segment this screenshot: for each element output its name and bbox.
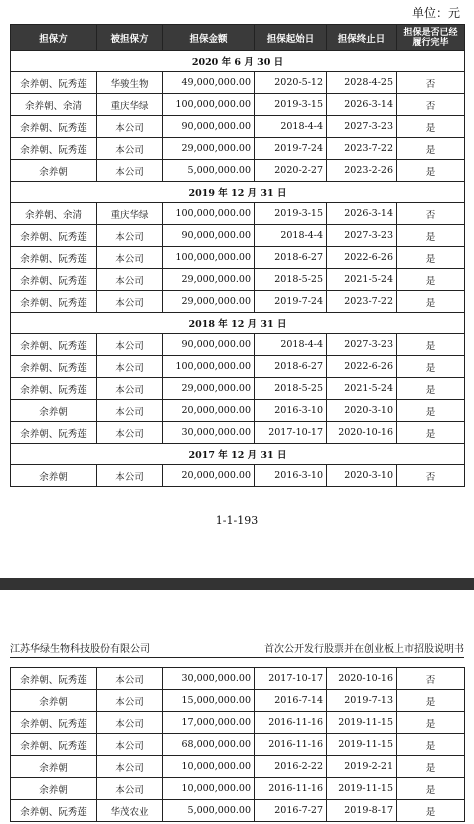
start-date-cell: 2016-3-10 [255,400,327,422]
fulfilled-cell: 是 [397,225,465,247]
end-date-cell: 2019-8-17 [327,800,397,822]
table-row [11,422,465,444]
section-title: 2020 年 6 月 30 日 [11,51,465,72]
fulfilled-cell: 是 [397,800,465,822]
amount-cell: 29,000,000.00 [163,378,255,400]
amount-cell: 100,000,000.00 [163,356,255,378]
col-fulfilled: 担保是否已经履行完毕 [397,25,465,51]
end-date-cell: 2019-11-15 [327,734,397,756]
table-row [11,756,465,778]
start-date-cell: 2018-5-25 [255,378,327,400]
guarantor-cell: 余养朝、阮秀莲 [11,668,97,690]
end-date-cell: 2027-3-23 [327,225,397,247]
guaranteed-cell: 本公司 [97,668,163,690]
guarantor-cell: 余养朝、阮秀莲 [11,734,97,756]
start-date-cell: 2019-3-15 [255,94,327,116]
company-name: 江苏华绿生物科技股份有限公司 [10,644,150,655]
amount-cell: 29,000,000.00 [163,269,255,291]
guarantor-cell: 余养朝 [11,400,97,422]
guarantor-cell: 余养朝 [11,756,97,778]
table-row [11,72,465,94]
fulfilled-cell: 是 [397,778,465,800]
fulfilled-cell: 是 [397,734,465,756]
fulfilled-cell: 是 [397,690,465,712]
end-date-cell: 2023-2-26 [327,160,397,182]
fulfilled-cell: 是 [397,247,465,269]
table-row [11,247,465,269]
end-date-cell: 2023-7-22 [327,291,397,313]
guarantee-table-continued [10,667,465,822]
guaranteed-cell: 本公司 [97,690,163,712]
end-date-cell: 2022-6-26 [327,356,397,378]
guaranteed-cell: 本公司 [97,116,163,138]
amount-cell: 30,000,000.00 [163,668,255,690]
guaranteed-cell: 本公司 [97,734,163,756]
guarantor-cell: 余养朝、阮秀莲 [11,291,97,313]
guaranteed-cell: 本公司 [97,422,163,444]
table-row [11,690,465,712]
col-amount: 担保金额 [163,25,255,51]
fulfilled-cell: 是 [397,422,465,444]
amount-cell: 100,000,000.00 [163,203,255,225]
fulfilled-cell: 是 [397,269,465,291]
guaranteed-cell: 本公司 [97,160,163,182]
table-row [11,800,465,822]
table-row [11,94,465,116]
section-header-row [11,182,465,203]
end-date-cell: 2023-7-22 [327,138,397,160]
guarantor-cell: 余养朝、阮秀莲 [11,334,97,356]
end-date-cell: 2028-4-25 [327,72,397,94]
end-date-cell: 2019-2-21 [327,756,397,778]
fulfilled-cell: 否 [397,465,465,487]
fulfilled-cell: 是 [397,334,465,356]
end-date-cell: 2020-3-10 [327,400,397,422]
table-row [11,138,465,160]
amount-cell: 90,000,000.00 [163,225,255,247]
amount-cell: 100,000,000.00 [163,247,255,269]
start-date-cell: 2017-10-17 [255,422,327,444]
page-number: 1-1-193 [215,514,259,527]
amount-cell: 29,000,000.00 [163,291,255,313]
guarantor-cell: 余养朝、阮秀莲 [11,72,97,94]
guarantor-cell: 余养朝、阮秀莲 [11,247,97,269]
fulfilled-cell: 否 [397,203,465,225]
end-date-cell: 2020-3-10 [327,465,397,487]
end-date-cell: 2027-3-23 [327,334,397,356]
end-date-cell: 2021-5-24 [327,378,397,400]
table-body [11,51,465,487]
guarantor-cell: 余养朝、阮秀莲 [11,356,97,378]
start-date-cell: 2018-6-27 [255,247,327,269]
start-date-cell: 2019-7-24 [255,138,327,160]
guaranteed-cell: 本公司 [97,778,163,800]
guarantor-cell: 余养朝、阮秀莲 [11,116,97,138]
guarantor-cell: 余养朝、阮秀莲 [11,378,97,400]
end-date-cell: 2026-3-14 [327,94,397,116]
table-row [11,356,465,378]
guaranteed-cell: 本公司 [97,400,163,422]
fulfilled-cell: 是 [397,160,465,182]
fulfilled-cell: 是 [397,291,465,313]
unit-label: 单位：元 [411,6,460,20]
table-row [11,712,465,734]
table-row [11,203,465,225]
amount-cell: 30,000,000.00 [163,422,255,444]
amount-cell: 10,000,000.00 [163,778,255,800]
end-date-cell: 2026-3-14 [327,203,397,225]
table-row [11,116,465,138]
section-header-row [11,51,465,72]
amount-cell: 100,000,000.00 [163,94,255,116]
start-date-cell: 2016-11-16 [255,712,327,734]
start-date-cell: 2016-2-22 [255,756,327,778]
end-date-cell: 2019-7-13 [327,690,397,712]
table-row [11,160,465,182]
fulfilled-cell: 是 [397,356,465,378]
guaranteed-cell: 本公司 [97,269,163,291]
start-date-cell: 2018-5-25 [255,269,327,291]
end-date-cell: 2020-10-16 [327,422,397,444]
section-title: 2019 年 12 月 31 日 [11,182,465,203]
table-body [11,668,465,822]
page-header [10,640,464,658]
start-date-cell: 2018-4-4 [255,116,327,138]
table-row [11,334,465,356]
amount-cell: 15,000,000.00 [163,690,255,712]
guaranteed-cell: 本公司 [97,756,163,778]
col-guaranteed: 被担保方 [97,25,163,51]
start-date-cell: 2016-3-10 [255,465,327,487]
table-row [11,465,465,487]
table-row [11,225,465,247]
amount-cell: 49,000,000.00 [163,72,255,94]
start-date-cell: 2019-7-24 [255,291,327,313]
amount-cell: 90,000,000.00 [163,334,255,356]
end-date-cell: 2019-11-15 [327,778,397,800]
start-date-cell: 2017-10-17 [255,668,327,690]
section-title: 2018 年 12 月 31 日 [11,313,465,334]
end-date-cell: 2027-3-23 [327,116,397,138]
guarantor-cell: 余养朝、阮秀莲 [11,225,97,247]
start-date-cell: 2016-11-16 [255,778,327,800]
section-header-row [11,313,465,334]
fulfilled-cell: 否 [397,72,465,94]
guarantor-cell: 余养朝、阮秀莲 [11,712,97,734]
guarantor-cell: 余养朝、余清 [11,203,97,225]
start-date-cell: 2019-3-15 [255,203,327,225]
fulfilled-cell: 否 [397,668,465,690]
guaranteed-cell: 重庆华绿 [97,94,163,116]
document-title: 首次公开发行股票并在创业板上市招股说明书 [264,644,464,655]
guarantor-cell: 余养朝 [11,160,97,182]
start-date-cell: 2016-7-27 [255,800,327,822]
guaranteed-cell: 华骏生物 [97,72,163,94]
end-date-cell: 2021-5-24 [327,269,397,291]
end-date-cell: 2019-11-15 [327,712,397,734]
guarantor-cell: 余养朝、余清 [11,94,97,116]
start-date-cell: 2018-4-4 [255,334,327,356]
guaranteed-cell: 本公司 [97,378,163,400]
start-date-cell: 2016-11-16 [255,734,327,756]
guarantor-cell: 余养朝 [11,690,97,712]
start-date-cell: 2016-7-14 [255,690,327,712]
guarantor-cell: 余养朝、阮秀莲 [11,138,97,160]
table-row [11,734,465,756]
guarantor-cell: 余养朝 [11,778,97,800]
table-row [11,378,465,400]
fulfilled-cell: 是 [397,756,465,778]
col-start-date: 担保起始日 [255,25,327,51]
guarantor-cell: 余养朝、阮秀莲 [11,269,97,291]
table-row [11,400,465,422]
guaranteed-cell: 华茂农业 [97,800,163,822]
section-title: 2017 年 12 月 31 日 [11,444,465,465]
guaranteed-cell: 本公司 [97,356,163,378]
amount-cell: 10,000,000.00 [163,756,255,778]
amount-cell: 5,000,000.00 [163,160,255,182]
end-date-cell: 2022-6-26 [327,247,397,269]
guarantor-cell: 余养朝 [11,465,97,487]
amount-cell: 20,000,000.00 [163,465,255,487]
end-date-cell: 2020-10-16 [327,668,397,690]
table-row [11,291,465,313]
guaranteed-cell: 本公司 [97,334,163,356]
fulfilled-cell: 是 [397,138,465,160]
fulfilled-cell: 是 [397,712,465,734]
fulfilled-cell: 是 [397,400,465,422]
guaranteed-cell: 重庆华绿 [97,203,163,225]
table-row [11,668,465,690]
amount-cell: 68,000,000.00 [163,734,255,756]
start-date-cell: 2020-2-27 [255,160,327,182]
start-date-cell: 2018-4-4 [255,225,327,247]
start-date-cell: 2018-6-27 [255,356,327,378]
guaranteed-cell: 本公司 [97,138,163,160]
table-row [11,778,465,800]
col-end-date: 担保终止日 [327,25,397,51]
amount-cell: 29,000,000.00 [163,138,255,160]
guaranteed-cell: 本公司 [97,225,163,247]
page-break [0,578,474,590]
amount-cell: 17,000,000.00 [163,712,255,734]
guaranteed-cell: 本公司 [97,291,163,313]
col-guarantor: 担保方 [11,25,97,51]
section-header-row [11,444,465,465]
fulfilled-cell: 是 [397,378,465,400]
guaranteed-cell: 本公司 [97,247,163,269]
amount-cell: 90,000,000.00 [163,116,255,138]
guarantor-cell: 余养朝、阮秀莲 [11,422,97,444]
table-header-row [11,25,465,51]
guarantor-cell: 余养朝、阮秀莲 [11,800,97,822]
fulfilled-cell: 是 [397,116,465,138]
amount-cell: 20,000,000.00 [163,400,255,422]
table-row [11,269,465,291]
guaranteed-cell: 本公司 [97,712,163,734]
amount-cell: 5,000,000.00 [163,800,255,822]
start-date-cell: 2020-5-12 [255,72,327,94]
fulfilled-cell: 否 [397,94,465,116]
guarantee-table [10,24,465,487]
guaranteed-cell: 本公司 [97,465,163,487]
